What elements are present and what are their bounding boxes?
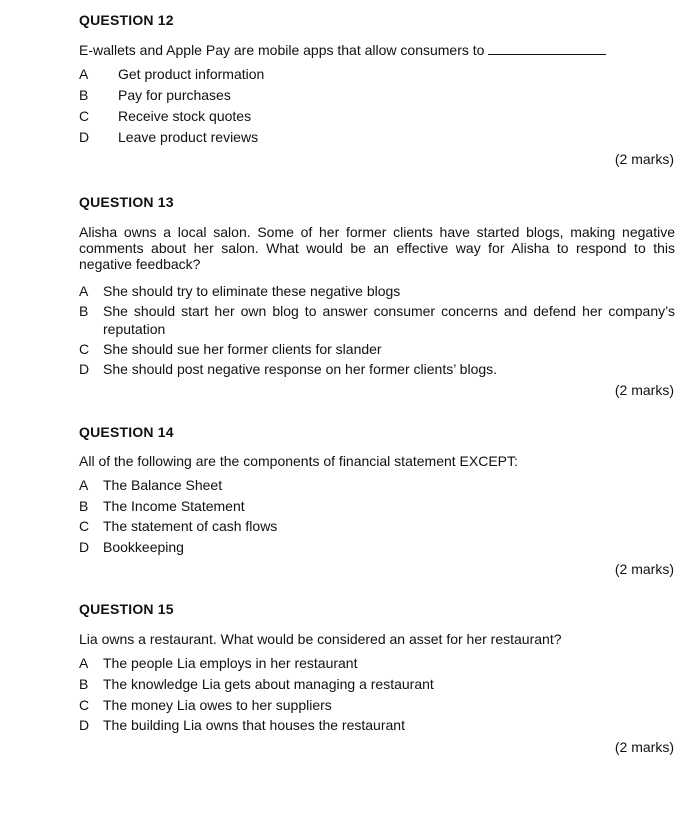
- option-letter: C: [79, 697, 90, 713]
- option-text: The statement of cash flows: [103, 518, 278, 534]
- option-letter: D: [79, 361, 90, 377]
- option-text: The knowledge Lia gets about managing a restaurant: [103, 676, 434, 692]
- option-letter: A: [79, 283, 89, 299]
- option-letter: B: [79, 676, 89, 692]
- option-text: She should sue her former clients for slander: [103, 341, 382, 357]
- option-letter: D: [79, 539, 90, 555]
- option-text: She should start her own blog to answer consumer concerns and defend her company’s reputation: [103, 303, 675, 337]
- option-letter: B: [79, 303, 89, 319]
- option-letter: B: [79, 87, 89, 103]
- option-letter: C: [79, 108, 90, 124]
- option-letter: C: [79, 341, 90, 357]
- question-14-prompt: All of the following are the components of financial statement EXCEPT:: [79, 453, 518, 469]
- option-letter: D: [79, 717, 90, 733]
- option-letter: A: [79, 477, 89, 493]
- option-text: The money Lia owes to her suppliers: [103, 697, 332, 713]
- option-text: The people Lia employs in her restaurant: [103, 655, 358, 671]
- question-15-heading: QUESTION 15: [79, 601, 174, 617]
- question-13-prompt: Alisha owns a local salon. Some of her former clients have started blogs, making negative comments about her salon. What would be an effective way for Alisha to respond to this negative feedback?: [79, 224, 675, 272]
- option-text: The Income Statement: [103, 498, 245, 514]
- question-13-heading: QUESTION 13: [79, 194, 174, 210]
- question-14-heading: QUESTION 14: [79, 424, 174, 440]
- option-letter: B: [79, 498, 89, 514]
- question-12-heading: QUESTION 12: [79, 12, 174, 28]
- option-text: Bookkeeping: [103, 539, 184, 555]
- option-text: Leave product reviews: [118, 129, 259, 145]
- option-letter: A: [79, 655, 89, 671]
- option-text: The Balance Sheet: [103, 477, 223, 493]
- option-text: Pay for purchases: [118, 87, 231, 103]
- option-text: She should try to eliminate these negative blogs: [103, 283, 401, 299]
- option-letter: A: [79, 66, 89, 82]
- option-letter: D: [79, 129, 90, 145]
- option-letter: C: [79, 518, 90, 534]
- option-text: Get product information: [118, 66, 265, 82]
- answer-blank: [488, 53, 606, 55]
- question-12-prompt: E-wallets and Apple Pay are mobile apps that allow consumers to: [79, 42, 606, 58]
- question-15-marks: (2 marks): [614, 739, 674, 755]
- option-text: She should post negative response on her former clients’ blogs.: [103, 361, 498, 377]
- option-text: The building Lia owns that houses the restaurant: [103, 717, 405, 733]
- question-14-marks: (2 marks): [614, 561, 674, 577]
- question-13-marks: (2 marks): [614, 382, 674, 398]
- question-12-marks: (2 marks): [614, 151, 674, 167]
- question-15-prompt: Lia owns a restaurant. What would be considered an asset for her restaurant?: [79, 631, 562, 647]
- option-text: Receive stock quotes: [118, 108, 252, 124]
